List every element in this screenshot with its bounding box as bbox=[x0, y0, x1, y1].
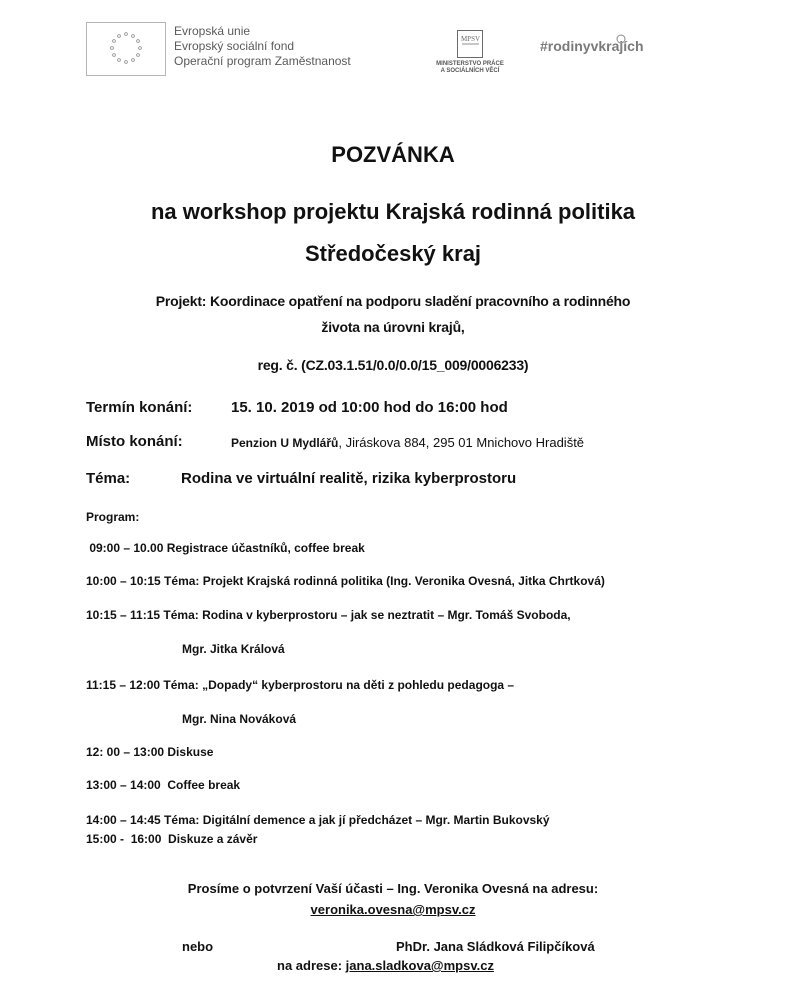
termin-value: 15. 10. 2019 od 10:00 hod do 16:00 hod bbox=[231, 399, 508, 416]
tree-icon bbox=[614, 34, 628, 55]
mpsv-line: A SOCIÁLNÍCH VĚCÍ bbox=[440, 68, 500, 74]
misto-label: Místo konání: bbox=[86, 433, 183, 450]
project-line-1: Projekt: Koordinace opatření na podporu sladění pracovního a rodinného bbox=[155, 293, 631, 309]
confirm-text: Prosíme o potvrzení Vaší účasti – Ing. Veronika Ovesná na adresu: bbox=[187, 881, 599, 896]
program-item: 10:00 – 10:15 Téma: Projekt Krajská rodinná politika (Ing. Veronika Ovesná, Jitka Chrtková) bbox=[86, 574, 605, 588]
eu-line: Operační program Zaměstnanost bbox=[174, 54, 351, 68]
mpsv-logo-text: MPSV bbox=[460, 35, 480, 43]
email-2-line bbox=[277, 958, 494, 973]
program-label: Program: bbox=[86, 510, 140, 524]
program-item: 11:15 – 12:00 Téma: „Dopady“ kyberprostoru na děti z pohledu pedagoga – bbox=[86, 678, 515, 692]
program-item: 09:00 – 10.00 Registrace účastníků, coffee break bbox=[86, 541, 365, 555]
contact-name-2: PhDr. Jana Sládková Filipčíková bbox=[396, 939, 595, 954]
hashtag-logo: #rodinyvkrajích bbox=[540, 38, 644, 54]
misto-address: , Jiráskova 884, 295 01 Mnichovo Hradiště bbox=[338, 435, 585, 450]
tema-value: Rodina ve virtuální realitě, rizika kyberprostoru bbox=[181, 470, 517, 487]
registration-number: reg. č. (CZ.03.1.51/0.0/0.0/15_009/0006233) bbox=[257, 357, 529, 373]
program-item: Mgr. Jitka Králová bbox=[182, 642, 285, 656]
program-item: Mgr. Nina Nováková bbox=[182, 712, 297, 726]
mpsv-emblem-icon bbox=[457, 30, 483, 58]
eu-line: Evropský sociální fond bbox=[174, 39, 295, 53]
page-title: POZVÁNKA bbox=[331, 142, 455, 167]
program-item: 14:00 – 14:45 Téma: Digitální demence a jak jí předcházet – Mgr. Martin Bukovský bbox=[86, 813, 550, 827]
eu-stars-icon bbox=[87, 23, 165, 75]
program-item: 15:00 - 16:00 Diskuze a závěr bbox=[86, 832, 258, 846]
email-link-2[interactable]: jana.sladkova@mpsv.cz bbox=[345, 958, 494, 973]
program-item: 12: 00 – 13:00 Diskuse bbox=[86, 745, 214, 759]
region-title: Středočeský kraj bbox=[304, 241, 482, 266]
eu-flag-logo bbox=[86, 22, 166, 76]
misto-value bbox=[231, 435, 584, 450]
email-link-1[interactable]: veronika.ovesna@mpsv.cz bbox=[310, 902, 476, 917]
eu-line: Evropská unie bbox=[174, 24, 251, 38]
na-adrese-label: na adrese: bbox=[277, 958, 346, 973]
eu-program-text bbox=[174, 24, 351, 69]
program-item: 13:00 – 14:00 Coffee break bbox=[86, 778, 241, 792]
nebo-text: nebo bbox=[182, 939, 214, 954]
mpsv-line: MINISTERSTVO PRÁCE bbox=[436, 61, 504, 67]
mpsv-name bbox=[424, 61, 516, 75]
mpsv-logo bbox=[424, 30, 516, 75]
tema-label: Téma: bbox=[86, 470, 131, 487]
program-item: 10:15 – 11:15 Téma: Rodina v kyberprostoru – jak se neztratit – Mgr. Tomáš Svoboda, bbox=[86, 608, 571, 622]
termin-label: Termín konání: bbox=[86, 399, 193, 416]
misto-place: Penzion U Mydlářů bbox=[231, 436, 339, 450]
project-line-2: života na úrovni krajů, bbox=[321, 319, 465, 335]
workshop-subtitle: na workshop projektu Krajská rodinná politika bbox=[150, 199, 636, 224]
email-1-wrap bbox=[0, 902, 786, 917]
